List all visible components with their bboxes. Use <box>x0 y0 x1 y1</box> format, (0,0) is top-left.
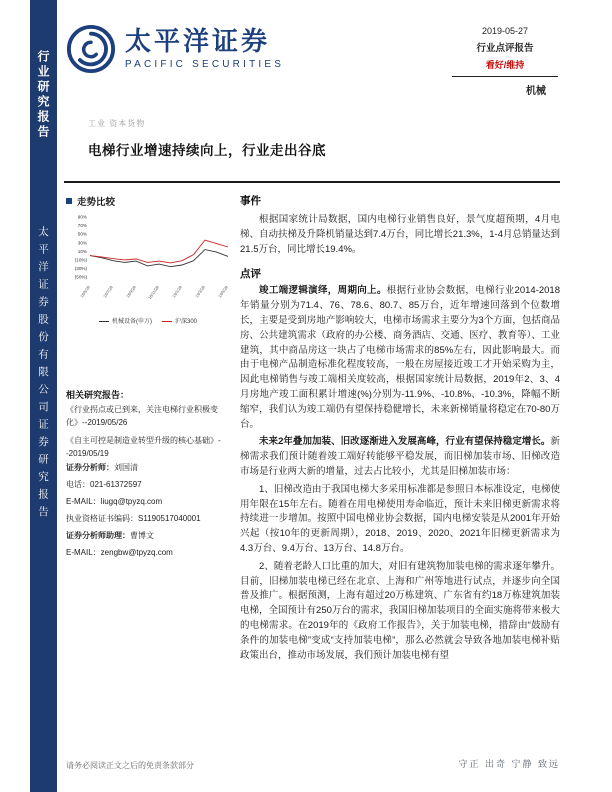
event-paragraph: 根据国家统计局数据，国内电梯行业销售良好，景气度超预期，4月电梯、自动扶梯及升降机销量达到7.4万台，同比增长21.3%，1-4月总销量达到21.5万台，同比增长19.4%。 <box>240 214 560 255</box>
trend-section-header <box>66 194 115 208</box>
brand-name-en: PACIFIC SECURITIES <box>125 58 285 70</box>
svg-text:19/5/28: 19/5/28 <box>217 284 229 299</box>
comment-paragraph: 未来2年叠加加装、旧改逐渐进入发展高峰，行业有望保持稳定增长。新梯需求我们预计随着竣工端好转能够平稳发展，而旧梯加装市场、旧梯改造市场是行业两大新的增量，过去占比较小，尤其是旧梯加装市场： <box>240 436 560 477</box>
related-reports-title: 相关研究报告： <box>66 390 130 400</box>
report-body <box>240 193 560 663</box>
svg-text:50%: 50% <box>77 231 87 237</box>
report-date: 2019-05-27 <box>481 26 529 36</box>
svg-text:19/3/28: 19/3/28 <box>194 284 206 299</box>
event-section-title: 事件 <box>240 195 261 207</box>
footer-disclaimer: 请务必阅读正文之后的免责条款部分 <box>66 761 194 770</box>
svg-text:(10%): (10%) <box>74 257 87 263</box>
meta-divider <box>452 76 558 77</box>
comment-section-title: 点评 <box>240 268 261 281</box>
svg-text:18/7/28: 18/7/28 <box>102 284 114 299</box>
brand-text <box>125 28 284 69</box>
assistant-row: 证券分析师助理：曹博文 <box>66 531 154 540</box>
svg-text:30%: 30% <box>77 240 87 246</box>
footer-motto: 守正 出奇 宁静 致远 <box>458 759 560 769</box>
related-reports-list <box>66 403 232 465</box>
banner-report-category: 行业研究报告 <box>36 50 50 140</box>
legend-item-industry: 机械设备(申万) <box>99 316 152 325</box>
legend-item-index: 沪深300 <box>162 316 197 325</box>
sector-breadcrumb: 工业 资本货物 <box>88 119 146 128</box>
series-line-icon <box>99 321 109 323</box>
industry-rating: 看好/维持 <box>485 60 525 70</box>
chart-legend <box>62 316 234 325</box>
analyst-cert: 执业资格证书编码：S1190517040001 <box>66 514 201 523</box>
report-title: 电梯行业增速持续向上，行业走出谷底 <box>88 143 326 158</box>
analyst-row: 证券分析师：刘国清 <box>66 463 138 472</box>
analyst-email: E-MAIL：liugq@tpyzq.com <box>66 497 163 506</box>
trend-chart <box>62 211 234 325</box>
section-bullet-icon <box>66 198 72 204</box>
report-type: 行业点评报告 <box>476 43 534 54</box>
comment-paragraph: 竣工端逻辑演绎，周期向上。根据行业协会数据，电梯行业2014-2018年销量分别为71.4、76、78.6、80.7、85万台，近年增速回落到个位数增长，主要是受到房地产影响较大，电梯市场需求主要分为3个方面，包括商品房、公共建筑需求（政府的办公楼、商务酒店、交通、医疗、教育等）、工业建筑，其中商品房这一块占了电梯市场需求的85%左右，因此影响最大。而由于电梯产品制造标准化程度较高，一般在房屋接近竣工才开始采购为主，因此电梯销售与竣工端相关度较高，根据国家统计局数据，2019年2、3、4月房地产竣工面积累计增速(%)分别为-11.9%、-10.8%、-10.3%，降幅不断缩窄，我们认为竣工端仍有望保持稳健增长，未来新梯销量将稳定在70-80万台。 <box>240 285 560 430</box>
svg-text:90%: 90% <box>77 214 87 220</box>
brand-logo <box>66 24 284 74</box>
svg-text:18/5/28: 18/5/28 <box>79 284 91 299</box>
svg-text:19/1/28: 19/1/28 <box>171 284 183 299</box>
comment-paragraph: 1、旧梯改造由于我国电梯大多采用标准都是参照日本标准设定，电梯使用年限在15年左右。随着在用电梯使用寿命临近，预计未来旧梯更新需求将持续进一步增加。按照中国电梯业协会数据，国内电梯安装是从2001年开始兴起（按10年的更新周期），2018、2019、2020、2021年旧梯更新需求为4.3万台、9.4万台、13万台、14.8万台。 <box>240 483 560 554</box>
report-meta-block <box>452 26 558 97</box>
left-vertical-banner <box>30 0 57 792</box>
comment-paragraph: 2、随着老龄人口比重的加大，对旧有建筑物加装电梯的需求逐年攀升。目前，旧梯加装电梯已经在北京、上海和广州等地进行试点，并逐步向全国普及推广。根据预测，上海有超过20万栋建筑、广东省有约18万栋建筑加装电梯，全国预计有250万台的需求，我国旧梯加装项目的全面实施将带来极大的电梯需求。在2019年的《政府工作报告》，关于加装电梯，措辞由“鼓励有条件的加装电梯”变成“支持加装电梯”，那么必然就会导致各地加装电梯补贴政策出台，推动市场发展，我们预计加装电梯有望 <box>240 560 560 661</box>
banner-company-name: 太平洋证券股份有限公司证券研究报告 <box>37 226 49 524</box>
svg-text:10%: 10% <box>77 248 87 254</box>
svg-text:(30%): (30%) <box>74 266 87 272</box>
industry-name: 机械 <box>526 86 546 97</box>
comment-paragraphs <box>240 284 560 663</box>
svg-text:18/9/28: 18/9/28 <box>125 284 137 299</box>
series-line-icon <box>162 321 172 323</box>
analyst-contact-block <box>66 462 234 564</box>
svg-text:(50%): (50%) <box>74 274 87 280</box>
brand-name-cn: 太平洋证券 <box>125 27 271 57</box>
pacific-securities-logo-icon <box>66 24 116 74</box>
trend-chart-svg <box>62 211 234 311</box>
svg-text:18/11/28: 18/11/28 <box>146 284 160 301</box>
analyst-phone: 电话：021-61372597 <box>66 480 142 489</box>
related-report-item[interactable]: 《行业拐点或已到来，关注电梯行业积极变化》--2019/05/26 <box>66 405 218 427</box>
trend-section-title: 走势比较 <box>77 197 116 208</box>
title-divider <box>64 181 560 183</box>
assistant-email: E-MAIL：zengbw@tpyzq.com <box>66 548 173 557</box>
related-report-item[interactable]: 《自主可控是制造业转型升级的核心基础》--2019/05/19 <box>66 436 221 458</box>
svg-text:70%: 70% <box>77 223 87 229</box>
